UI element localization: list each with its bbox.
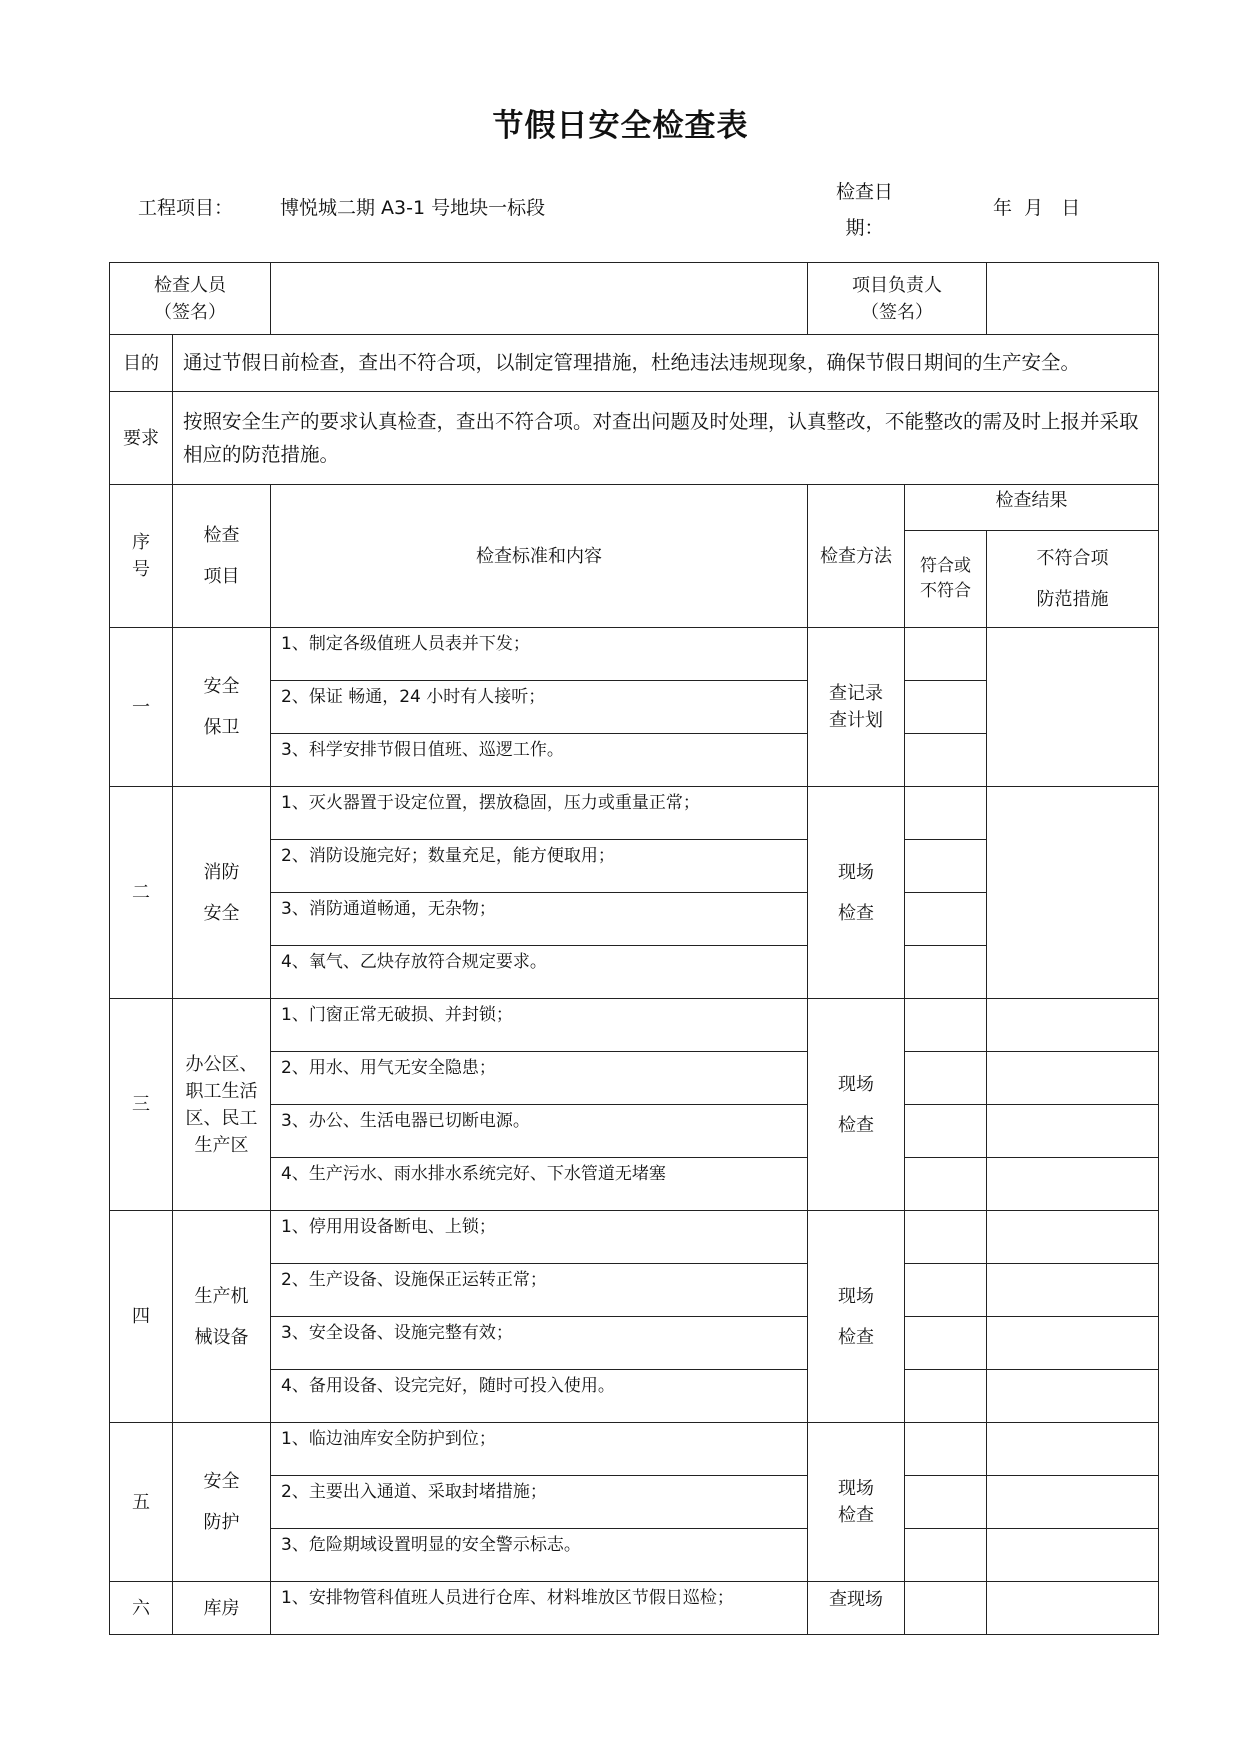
conform-result-field[interactable] <box>905 1105 987 1158</box>
section-method-line: 检查 <box>838 1505 874 1526</box>
header-method: 检查方法 <box>808 485 905 628</box>
section-item-line: 办公区、 <box>185 1053 258 1075</box>
section-method-line: 检查 <box>838 902 874 924</box>
section-method-line: 查现场 <box>829 1589 883 1610</box>
inspection-table <box>109 262 1159 1635</box>
nonconform-measure-field[interactable] <box>987 1211 1159 1264</box>
check-standard-item: 2、保证 畅通，24 小时有人接听； <box>271 681 808 734</box>
check-standard-item: 1、临边油库安全防护到位； <box>271 1423 808 1476</box>
section-item-line: 安全 <box>203 1471 240 1492</box>
check-standard-item: 1、灭火器置于设定位置，摆放稳固，压力或重量正常； <box>271 787 808 840</box>
header-nonconform <box>987 531 1159 628</box>
header-item <box>173 485 271 628</box>
section-item-line: 安全 <box>203 676 240 697</box>
table-row <box>110 628 1159 681</box>
nonconform-measure-field[interactable] <box>987 1264 1159 1317</box>
section-method-line: 现场 <box>838 1285 874 1307</box>
check-standard-item: 3、安全设备、设施完整有效； <box>271 1317 808 1370</box>
check-standard-item: 3、办公、生活电器已切断电源。 <box>271 1105 808 1158</box>
nonconform-measure-field[interactable] <box>987 1105 1159 1158</box>
conform-result-field[interactable] <box>905 893 987 946</box>
header-conform <box>905 531 987 628</box>
section-method <box>808 1582 905 1635</box>
section-seq: 六 <box>110 1582 173 1635</box>
section-method-line: 检查 <box>838 1114 874 1136</box>
manager-label <box>808 263 987 335</box>
header-seq <box>110 485 173 628</box>
manager-label-line2: （签名） <box>861 301 933 323</box>
check-standard-item: 3、科学安排节假日值班、巡逻工作。 <box>271 734 808 787</box>
section-method-line: 查计划 <box>829 710 883 731</box>
section-item-line: 安全 <box>203 902 240 924</box>
header-standard: 检查标准和内容 <box>271 485 808 628</box>
nonconform-measure-field[interactable] <box>987 1158 1159 1211</box>
nonconform-measure-field[interactable] <box>987 1423 1159 1476</box>
nonconform-measure-field[interactable] <box>987 1317 1159 1370</box>
header-conform-line2: 不符合 <box>920 581 971 601</box>
section-method <box>808 628 905 787</box>
nonconform-measure-field[interactable] <box>987 787 1159 999</box>
section-item-line: 职工生活 <box>185 1080 258 1102</box>
check-standard-item: 4、氧气、乙炔存放符合规定要求。 <box>271 946 808 999</box>
project-label: 工程项目： <box>138 197 234 219</box>
manager-signature-field[interactable] <box>987 263 1159 335</box>
header-nonconform-line1: 不符合项 <box>1036 548 1109 569</box>
section-method-line: 现场 <box>838 861 874 883</box>
section-item <box>173 1211 271 1423</box>
requirement-label: 要求 <box>110 392 173 485</box>
header-conform-line1: 符合或 <box>920 555 971 576</box>
purpose-text: 通过节假日前检查，查出不符合项，以制定管理措施，杜绝违法违规现象，确保节假日期间的生产安全。 <box>173 335 1159 392</box>
nonconform-measure-field[interactable] <box>987 999 1159 1052</box>
check-standard-item: 4、备用设备、设完完好，随时可投入使用。 <box>271 1370 808 1423</box>
conform-result-field[interactable] <box>905 946 987 999</box>
header-item-line2: 项目 <box>203 566 240 587</box>
check-standard-item: 1、安排物管科值班人员进行仓库、材料堆放区节假日巡检； <box>271 1582 808 1635</box>
section-method-line: 现场 <box>838 1073 874 1095</box>
nonconform-measure-field[interactable] <box>987 628 1159 787</box>
section-item-line: 区、民工 <box>185 1107 258 1129</box>
section-item-line: 防护 <box>203 1512 240 1533</box>
inspector-label-line2: （签名） <box>154 301 226 323</box>
section-item <box>173 787 271 999</box>
conform-result-field[interactable] <box>905 1529 987 1582</box>
check-standard-item: 2、主要出入通道、采取封堵措施； <box>271 1476 808 1529</box>
header-seq-line2: 号 <box>132 559 150 580</box>
table-row <box>110 1211 1159 1264</box>
section-item <box>173 999 271 1211</box>
conform-result-field[interactable] <box>905 681 987 734</box>
section-seq: 一 <box>110 628 173 787</box>
section-method <box>808 999 905 1211</box>
check-standard-item: 1、停用用设备断电、上锁； <box>271 1211 808 1264</box>
check-standard-item: 2、用水、用气无安全隐患； <box>271 1052 808 1105</box>
conform-result-field[interactable] <box>905 734 987 787</box>
section-item <box>173 628 271 787</box>
section-item-line: 保卫 <box>203 717 240 738</box>
table-row <box>110 1582 1159 1635</box>
nonconform-measure-field[interactable] <box>987 1052 1159 1105</box>
section-seq: 四 <box>110 1211 173 1423</box>
conform-result-field[interactable] <box>905 1211 987 1264</box>
table-row <box>110 999 1159 1052</box>
check-standard-item: 1、制定各级值班人员表并下发； <box>271 628 808 681</box>
section-item-line: 库房 <box>203 1597 240 1619</box>
section-method <box>808 787 905 999</box>
check-standard-item: 2、消防设施完好；数量充足，能方便取用； <box>271 840 808 893</box>
date-label <box>836 174 893 246</box>
conform-result-field[interactable] <box>905 787 987 840</box>
conform-result-field[interactable] <box>905 1052 987 1105</box>
section-method <box>808 1423 905 1582</box>
inspector-label-line1: 检查人员 <box>154 274 226 296</box>
section-item <box>173 1423 271 1582</box>
nonconform-measure-field[interactable] <box>987 1529 1159 1582</box>
section-item-line: 消防 <box>203 861 240 883</box>
header-item-line1: 检查 <box>203 525 240 546</box>
conform-result-field[interactable] <box>905 1476 987 1529</box>
conform-result-field[interactable] <box>905 628 987 681</box>
section-method <box>808 1211 905 1423</box>
check-standard-item: 3、消防通道畅通，无杂物； <box>271 893 808 946</box>
date-value: 年 月 日 <box>993 197 1081 219</box>
nonconform-measure-field[interactable] <box>987 1476 1159 1529</box>
check-standard-item: 4、生产污水、雨水排水系统完好、下水管道无堵塞 <box>271 1158 808 1211</box>
section-method-line: 查记录 <box>829 683 883 704</box>
project-value: 博悦城二期 A3-1 号地块一标段 <box>280 197 546 219</box>
conform-result-field[interactable] <box>905 1264 987 1317</box>
table-row <box>110 1423 1159 1476</box>
conform-result-field[interactable] <box>905 999 987 1052</box>
section-seq: 五 <box>110 1423 173 1582</box>
date-label-line2: 期： <box>845 217 884 239</box>
conform-result-field[interactable] <box>905 840 987 893</box>
inspector-signature-field[interactable] <box>271 263 808 335</box>
header-nonconform-line2: 防范措施 <box>1036 589 1109 610</box>
section-method-line: 现场 <box>838 1478 874 1499</box>
inspector-label <box>110 263 271 335</box>
conform-result-field[interactable] <box>905 1317 987 1370</box>
conform-result-field[interactable] <box>905 1158 987 1211</box>
check-standard-item: 2、生产设备、设施保正运转正常； <box>271 1264 808 1317</box>
nonconform-measure-field[interactable] <box>987 1582 1159 1635</box>
section-seq: 三 <box>110 999 173 1211</box>
table-row <box>110 787 1159 840</box>
nonconform-measure-field[interactable] <box>987 1370 1159 1423</box>
section-seq: 二 <box>110 787 173 999</box>
section-item-line: 生产机 <box>194 1285 249 1307</box>
header-result: 检查结果 <box>905 485 1159 531</box>
check-standard-item: 3、危险期域设置明显的安全警示标志。 <box>271 1529 808 1582</box>
section-item-line: 械设备 <box>194 1326 249 1348</box>
requirement-text: 按照安全生产的要求认真检查，查出不符合项。对查出问题及时处理，认真整改，不能整改的需及时上报并采取相应的防范措施。 <box>173 392 1159 485</box>
check-standard-item: 1、门窗正常无破损、并封锁； <box>271 999 808 1052</box>
section-item-line: 生产区 <box>194 1134 249 1156</box>
section-item <box>173 1582 271 1635</box>
header-seq-line1: 序 <box>132 532 150 553</box>
conform-result-field[interactable] <box>905 1370 987 1423</box>
date-label-line1: 检查日 <box>836 181 894 203</box>
conform-result-field[interactable] <box>905 1423 987 1476</box>
conform-result-field[interactable] <box>905 1582 987 1635</box>
purpose-label: 目的 <box>110 335 173 392</box>
section-method-line: 检查 <box>838 1326 874 1348</box>
manager-label-line1: 项目负责人 <box>852 274 942 296</box>
page-title: 节假日安全检查表 <box>492 108 749 144</box>
